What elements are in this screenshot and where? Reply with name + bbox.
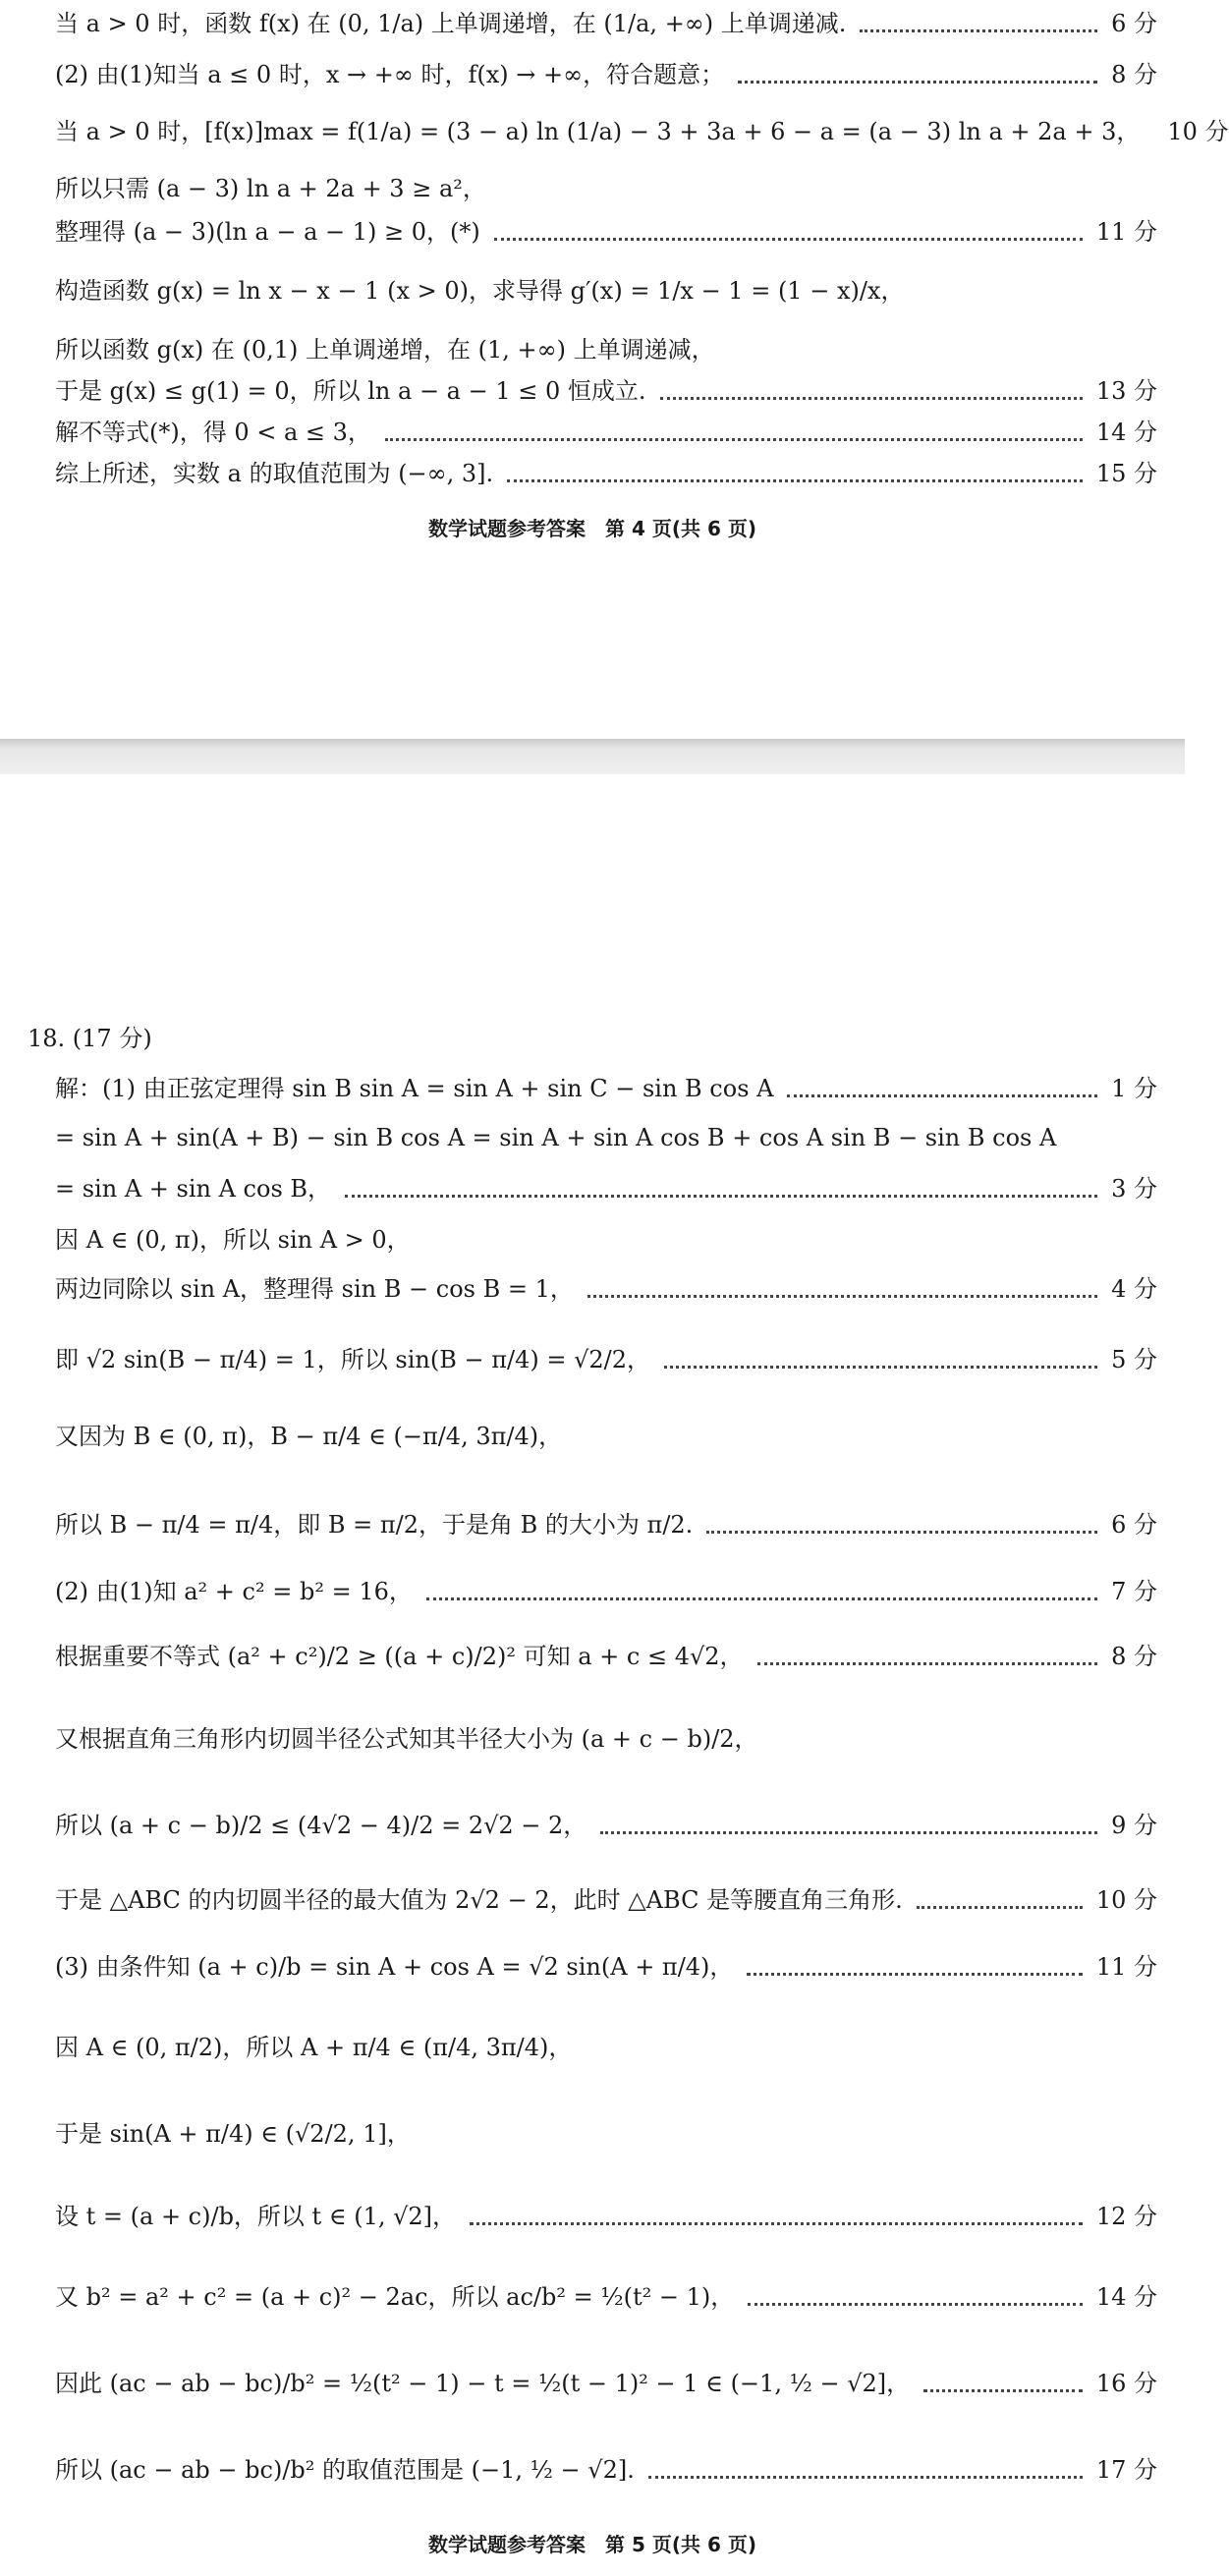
solution-line bbox=[55, 450, 1157, 497]
line-text: 又因为 B ∈ (0, π)，B − π/4 ∈ (−π/4, 3π/4)， bbox=[55, 1423, 563, 1450]
score-label: 14 分 bbox=[1095, 2283, 1157, 2311]
page-separator bbox=[0, 739, 1185, 774]
solution-line bbox=[55, 1715, 1157, 1763]
leader-dots bbox=[748, 2301, 1083, 2306]
solution-line bbox=[55, 2024, 1157, 2071]
line-text: 因 A ∈ (0, π)，所以 sin A > 0， bbox=[55, 1226, 411, 1254]
score-label: 17 分 bbox=[1095, 2456, 1157, 2484]
line-text: 于是 sin(A + π/4) ∈ (√2/2, 1]， bbox=[55, 2120, 411, 2148]
solution-line bbox=[55, 1336, 1157, 1383]
solution-line bbox=[55, 51, 1157, 98]
line-text: 因此 (ac − ab − bc)/b² = ½(t² − 1) − t = ½(t − 1)² − 1 ∈ (−1, ½ − √2]， bbox=[55, 2370, 911, 2397]
solution-line bbox=[55, 2110, 1157, 2157]
answer-page-5 bbox=[0, 774, 1185, 2576]
solution-line bbox=[55, 267, 1157, 314]
leader-dots bbox=[385, 436, 1083, 441]
line-text: 即 √2 sin(B − π/4) = 1，所以 sin(B − π/4) = √2/2， bbox=[55, 1346, 650, 1373]
score-label: 6 分 bbox=[1111, 1511, 1157, 1539]
leader-dots bbox=[587, 1293, 1097, 1298]
line-text: 构造函数 g(x) = ln x − x − 1 (x > 0)，求导得 g′(x) = 1/x − 1 = (1 − x)/x， bbox=[55, 277, 905, 305]
score-label: 10 分 bbox=[1167, 118, 1229, 145]
solution-line bbox=[55, 1265, 1157, 1313]
solution-line bbox=[55, 1802, 1157, 1849]
leader-dots bbox=[923, 2387, 1083, 2392]
score-label: 11 分 bbox=[1095, 1953, 1157, 1981]
line-text: 解：(1) 由正弦定理得 sin B sin A = sin A + sin C − sin B cos A bbox=[55, 1075, 774, 1102]
solution-line bbox=[55, 1943, 1157, 1990]
line-text: 所以只需 (a − 3) ln a + 2a + 3 ≥ a²， bbox=[55, 175, 486, 202]
line-text: 18. (17 分) bbox=[28, 1025, 152, 1052]
line-text: 整理得 (a − 3)(ln a − a − 1) ≥ 0，(*) bbox=[55, 218, 480, 246]
line-text: (2) 由(1)知当 a ≤ 0 时，x → +∞ 时，f(x) → +∞，符合题意； bbox=[55, 61, 725, 88]
solution-line bbox=[55, 2193, 1157, 2240]
line-text: 综上所述，实数 a 的取值范围为 (−∞, 3]. bbox=[55, 460, 494, 487]
solution-line bbox=[55, 165, 1157, 212]
line-text: 设 t = (a + c)/b，所以 t ∈ (1, √2]， bbox=[55, 2203, 457, 2230]
solution-line bbox=[55, 208, 1157, 255]
leader-dots bbox=[706, 1529, 1097, 1534]
score-label: 11 分 bbox=[1095, 218, 1157, 246]
line-text: = sin A + sin(A + B) − sin B cos A = sin A + sin A cos B + cos A sin B − sin B cos A bbox=[55, 1124, 1057, 1151]
solution-line bbox=[55, 0, 1157, 47]
line-text: 于是 g(x) ≤ g(1) = 0，所以 ln a − a − 1 ≤ 0 恒成立. bbox=[55, 377, 646, 405]
line-text: 所以 (ac − ab − bc)/b² 的取值范围是 (−1, ½ − √2]. bbox=[55, 2456, 635, 2484]
score-label: 8 分 bbox=[1111, 1643, 1157, 1670]
score-label: 5 分 bbox=[1111, 1346, 1157, 1373]
solution-line bbox=[55, 409, 1157, 456]
solution-line bbox=[55, 1633, 1157, 1680]
line-text: 所以 (a + c − b)/2 ≤ (4√2 − 4)/2 = 2√2 − 2， bbox=[55, 1812, 587, 1839]
score-label: 6 分 bbox=[1111, 10, 1157, 37]
line-text: (3) 由条件知 (a + c)/b = sin A + cos A = √2 sin(A + π/4)， bbox=[55, 1953, 734, 1981]
line-text: 又根据直角三角形内切圆半径公式知其半径大小为 (a + c − b)/2， bbox=[55, 1725, 758, 1753]
score-label: 7 分 bbox=[1111, 1578, 1157, 1605]
solution-line bbox=[55, 367, 1157, 415]
line-text: 所以函数 g(x) 在 (0,1) 上单调递增，在 (1, +∞) 上单调递减， bbox=[55, 336, 715, 364]
leader-dots bbox=[426, 1596, 1097, 1600]
leader-dots bbox=[860, 28, 1097, 32]
line-text: 两边同除以 sin A，整理得 sin B − cos B = 1， bbox=[55, 1275, 574, 1303]
score-label: 8 分 bbox=[1111, 61, 1157, 88]
leader-dots bbox=[494, 236, 1083, 241]
line-text: 于是 △ABC 的内切圆半径的最大值为 2√2 − 2，此时 △ABC 是等腰直角三角形. bbox=[55, 1886, 903, 1914]
line-text: 又 b² = a² + c² = (a + c)² − 2ac，所以 ac/b² = ½(t² − 1)， bbox=[55, 2283, 735, 2311]
leader-dots bbox=[757, 1660, 1098, 1665]
solution-line bbox=[55, 1413, 1157, 1460]
score-label: 15 分 bbox=[1095, 460, 1157, 487]
page-footer: 数学试题参考答案 第 5 页(共 6 页) bbox=[428, 2533, 756, 2556]
score-label: 13 分 bbox=[1095, 377, 1157, 405]
solution-line bbox=[55, 1568, 1157, 1615]
solution-line bbox=[55, 1114, 1157, 1161]
score-label: 4 分 bbox=[1111, 1275, 1157, 1303]
leader-dots bbox=[747, 1971, 1082, 1976]
line-text: (2) 由(1)知 a² + c² = b² = 16， bbox=[55, 1578, 413, 1605]
score-label: 9 分 bbox=[1111, 1812, 1157, 1839]
score-label: 1 分 bbox=[1111, 1075, 1157, 1102]
line-text: 当 a > 0 时，函数 f(x) 在 (0, 1/a) 上单调递增，在 (1/a, +∞) 上单调递减. bbox=[55, 10, 847, 37]
solution-line bbox=[55, 1876, 1157, 1924]
leader-dots bbox=[345, 1193, 1097, 1198]
answer-page-4 bbox=[0, 0, 1229, 739]
line-text: = sin A + sin A cos B， bbox=[55, 1175, 332, 1203]
score-label: 14 分 bbox=[1095, 419, 1157, 446]
question-heading bbox=[28, 1015, 1130, 1062]
score-label: 10 分 bbox=[1095, 1886, 1157, 1914]
solution-line bbox=[55, 326, 1157, 373]
score-label: 12 分 bbox=[1095, 2203, 1157, 2230]
solution-line bbox=[55, 1501, 1157, 1548]
line-text: 所以 B − π/4 = π/4，即 B = π/2，于是角 B 的大小为 π/2. bbox=[55, 1511, 694, 1539]
solution-line bbox=[55, 108, 1229, 155]
solution-line bbox=[55, 1216, 1157, 1263]
solution-line bbox=[55, 1165, 1157, 1212]
solution-line bbox=[55, 2273, 1157, 2321]
leader-dots bbox=[917, 1904, 1083, 1909]
leader-dots bbox=[507, 477, 1083, 482]
score-label: 16 分 bbox=[1095, 2370, 1157, 2397]
leader-dots bbox=[470, 2220, 1083, 2225]
solution-line bbox=[55, 1065, 1157, 1112]
solution-line bbox=[55, 2446, 1157, 2493]
line-text: 因 A ∈ (0, π/2)，所以 A + π/4 ∈ (π/4, 3π/4)， bbox=[55, 2034, 573, 2061]
score-label: 3 分 bbox=[1111, 1175, 1157, 1203]
leader-dots bbox=[648, 2474, 1083, 2479]
leader-dots bbox=[600, 1829, 1097, 1834]
leader-dots bbox=[660, 395, 1083, 400]
leader-dots bbox=[787, 1092, 1097, 1097]
leader-dots bbox=[664, 1364, 1097, 1369]
solution-line bbox=[55, 2360, 1157, 2407]
line-text: 根据重要不等式 (a² + c²)/2 ≥ ((a + c)/2)² 可知 a + c ≤ 4√2， bbox=[55, 1643, 744, 1670]
line-text: 解不等式(*)，得 0 < a ≤ 3， bbox=[55, 419, 371, 446]
leader-dots bbox=[738, 79, 1097, 84]
line-text: 当 a > 0 时，[f(x)]max = f(1/a) = (3 − a) ln (1/a) − 3 + 3a + 6 − a = (a − 3) ln a + 2a + 3， bbox=[55, 118, 1141, 145]
page-footer: 数学试题参考答案 第 4 页(共 6 页) bbox=[428, 517, 756, 540]
